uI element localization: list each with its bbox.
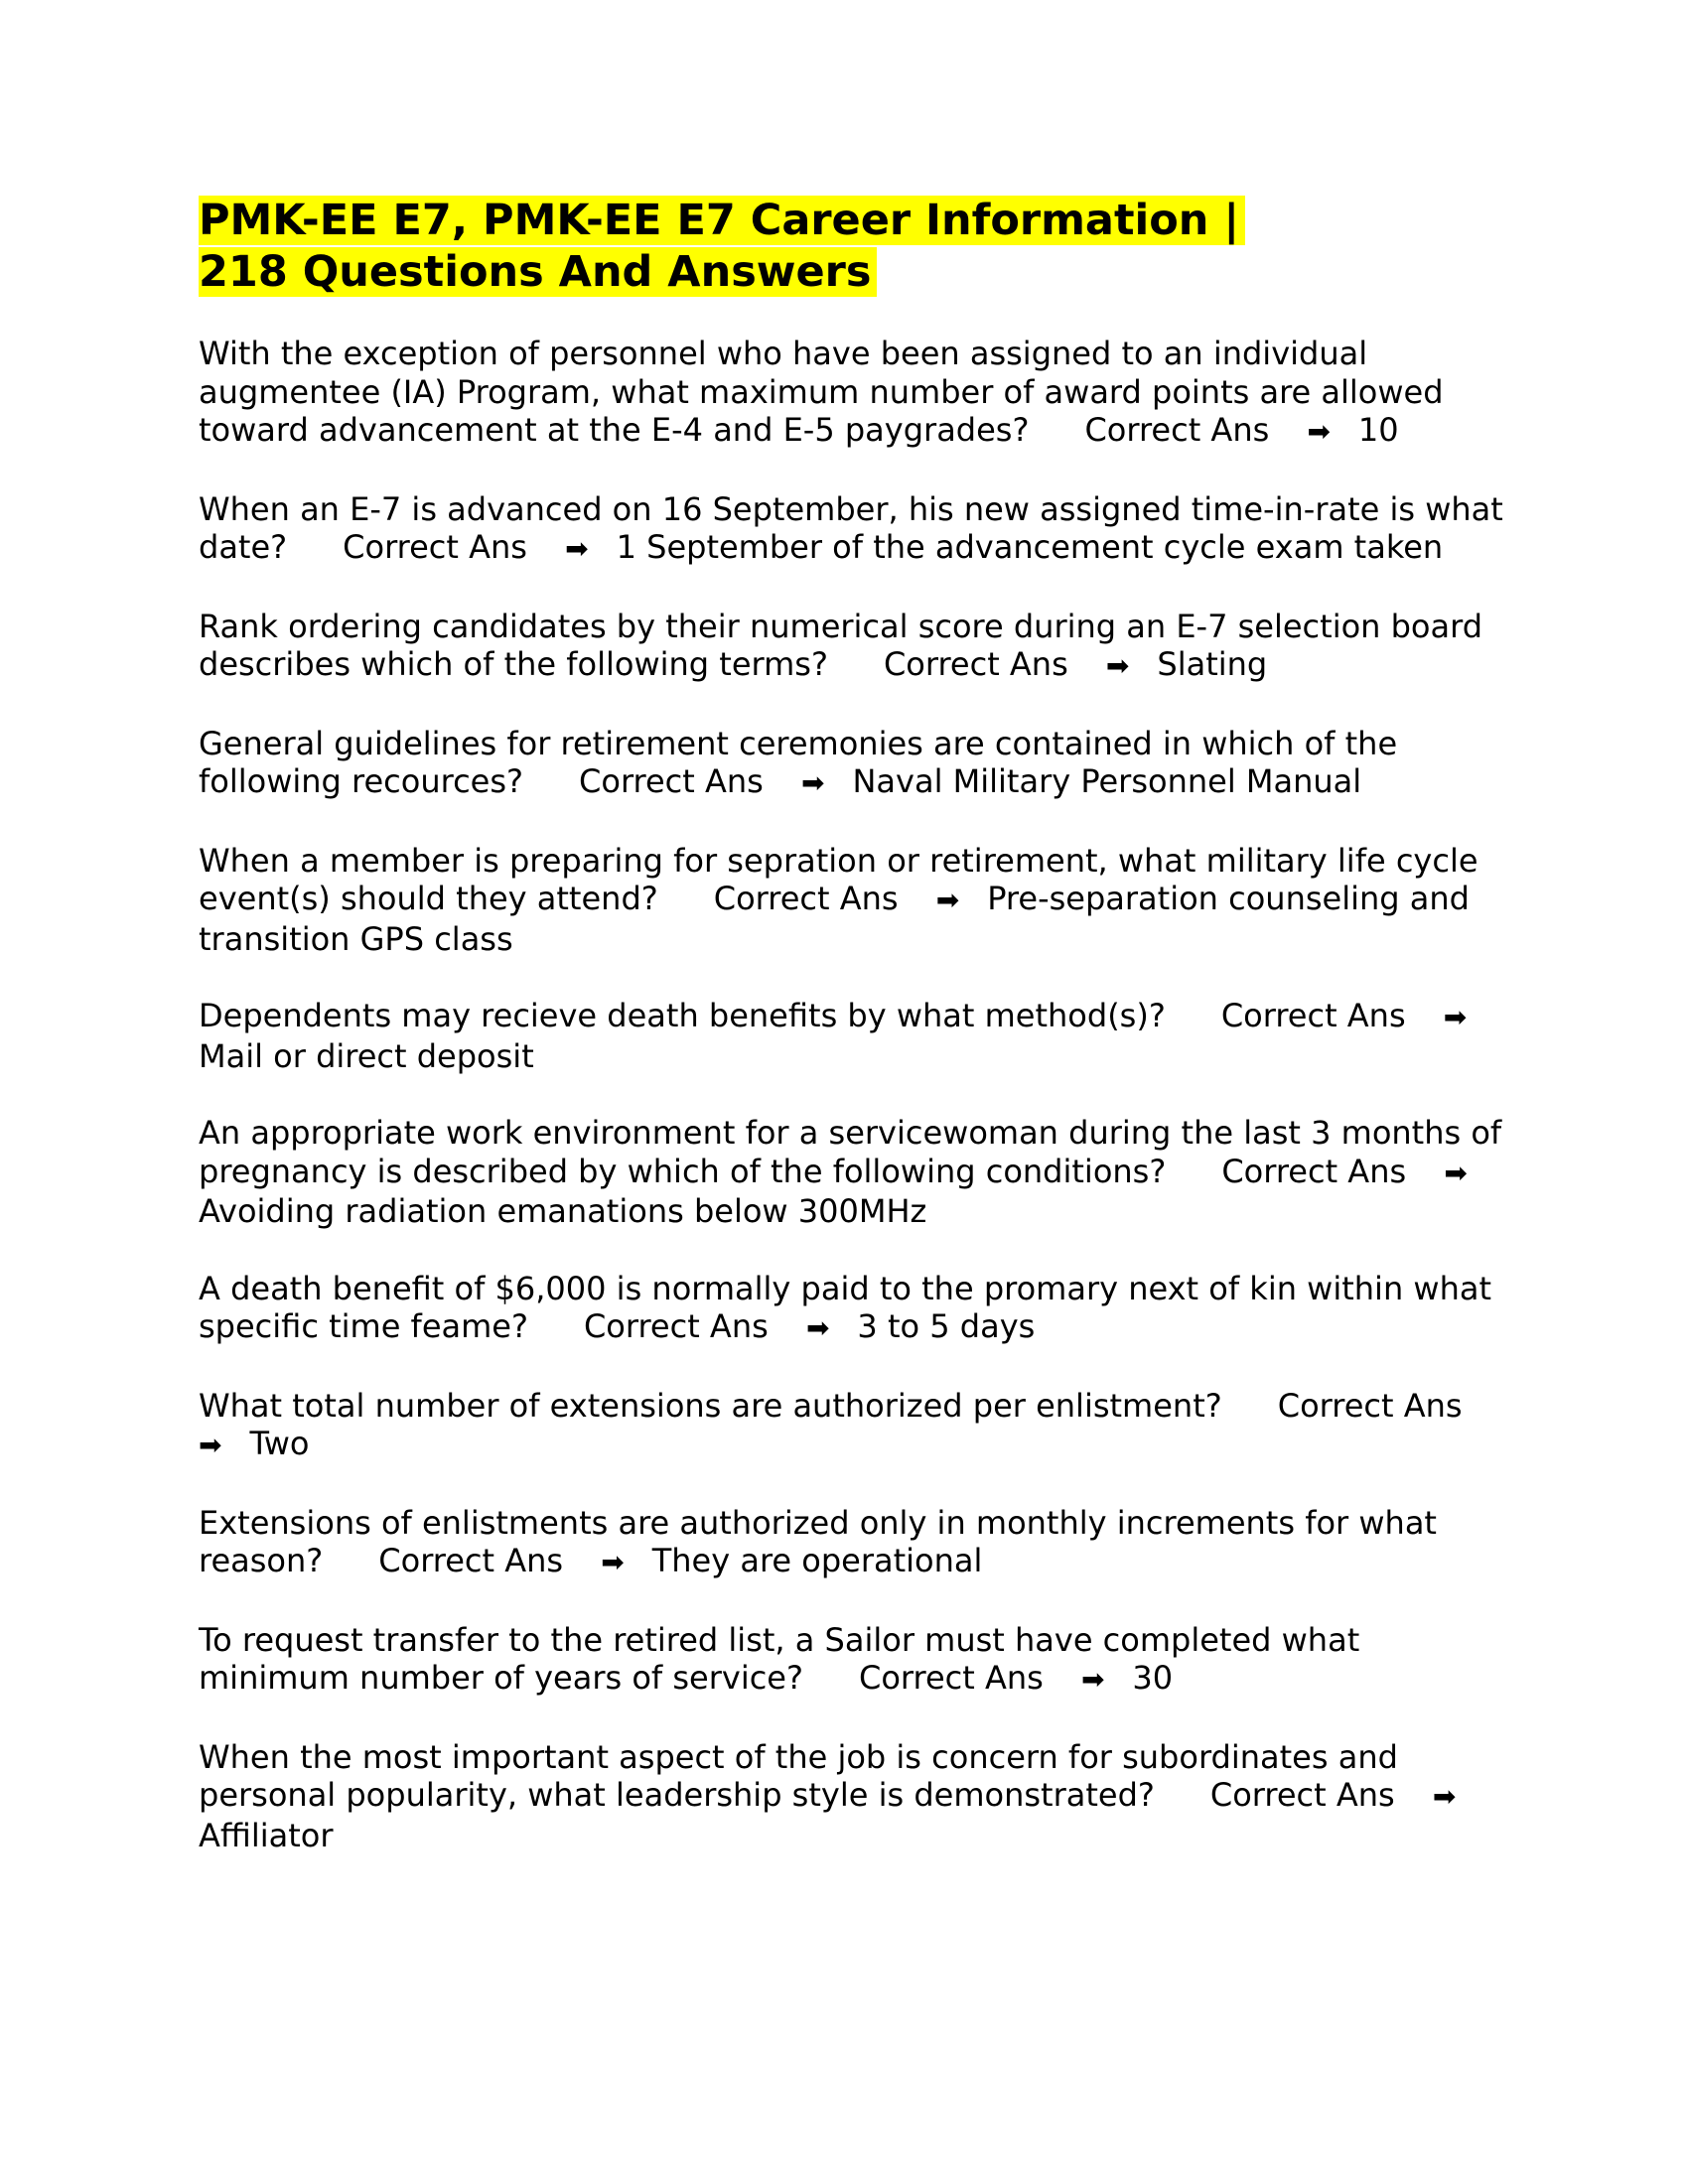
answer-label: Correct Ans bbox=[583, 1307, 769, 1345]
answer-label: Correct Ans bbox=[1084, 411, 1270, 449]
question-text: Extensions of enlistments are authorized only in monthly increments for what reason? bbox=[199, 1503, 1437, 1579]
answer-text: 1 September of the advancement cycle exam taken bbox=[616, 528, 1444, 566]
answer-label: Correct Ans bbox=[713, 880, 899, 917]
answer-text: Mail or direct deposit bbox=[199, 1036, 534, 1075]
arrow-right-icon: ➡ bbox=[565, 532, 589, 565]
qa-item bbox=[199, 842, 1509, 959]
qa-item bbox=[199, 1738, 1509, 1855]
question-text: An appropriate work environment for a servicewoman during the last 3 months of pregnancy is described by which of the following conditions? bbox=[199, 1114, 1502, 1190]
answer-label: Correct Ans bbox=[883, 645, 1068, 683]
qa-item bbox=[199, 335, 1509, 452]
question-text: Dependents may recieve death benefits by what method(s)? bbox=[199, 997, 1166, 1034]
arrow-right-icon: ➡ bbox=[935, 884, 960, 916]
document-title-line-2 bbox=[199, 246, 1509, 298]
answer-text: Slating bbox=[1157, 645, 1268, 683]
answer-label: Correct Ans bbox=[1221, 1152, 1407, 1190]
answer-label: Correct Ans bbox=[579, 762, 764, 800]
arrow-right-icon: ➡ bbox=[1307, 415, 1331, 448]
answer-text: Naval Military Personnel Manual bbox=[852, 762, 1362, 800]
document-page bbox=[199, 195, 1509, 1893]
question-text: General guidelines for retirement ceremonies are contained in which of the following recources? bbox=[199, 724, 1398, 800]
qa-item bbox=[199, 1270, 1509, 1348]
arrow-right-icon: ➡ bbox=[1105, 649, 1130, 682]
question-text: With the exception of personnel who have been assigned to an individual augmentee (IA) Program, what maximum number of award points are allowed toward advancement at the E-4 and E-5 paygrades? bbox=[199, 335, 1444, 449]
qa-list bbox=[199, 335, 1509, 1854]
document-title bbox=[199, 195, 1509, 298]
answer-text: 3 to 5 days bbox=[857, 1307, 1036, 1345]
answer-text: Two bbox=[249, 1425, 310, 1462]
question-text: A death benefit of $6,000 is normally paid to the promary next of kin within what specific time feame? bbox=[199, 1269, 1491, 1345]
arrow-right-icon: ➡ bbox=[1444, 1156, 1468, 1189]
arrow-right-icon: ➡ bbox=[601, 1546, 625, 1578]
answer-text: They are operational bbox=[651, 1542, 983, 1579]
qa-item bbox=[199, 608, 1509, 686]
question-text: When a member is preparing for sepration or retirement, what military life cycle event(s) should they attend? bbox=[199, 841, 1478, 917]
answer-text: 10 bbox=[1357, 411, 1399, 449]
arrow-right-icon: ➡ bbox=[1080, 1663, 1105, 1696]
answer-text: 30 bbox=[1132, 1659, 1174, 1697]
answer-label: Correct Ans bbox=[343, 528, 527, 566]
answer-text: Affiliator bbox=[199, 1816, 334, 1854]
answer-label: Correct Ans bbox=[858, 1659, 1044, 1697]
question-text: To request transfer to the retired list, a Sailor must have completed what minimum number of years of service? bbox=[199, 1620, 1360, 1697]
answer-text: Pre-separation counseling and transition GPS class bbox=[199, 880, 1470, 958]
qa-item bbox=[199, 997, 1509, 1075]
title-highlight-1: PMK-EE E7, PMK-EE E7 Career Information | bbox=[199, 196, 1245, 245]
arrow-right-icon: ➡ bbox=[1432, 1780, 1457, 1813]
qa-item bbox=[199, 1621, 1509, 1700]
answer-label: Correct Ans bbox=[1220, 997, 1406, 1034]
qa-item bbox=[199, 490, 1509, 569]
question-text: What total number of extensions are authorized per enlistment? bbox=[199, 1386, 1222, 1425]
document-title-line-1 bbox=[199, 195, 1509, 246]
question-text: Rank ordering candidates by their numerical score during an E-7 selection board describes which of the following terms? bbox=[199, 607, 1483, 683]
title-highlight-2: 218 Questions And Answers bbox=[199, 247, 877, 297]
answer-label: Correct Ans bbox=[1209, 1776, 1395, 1814]
qa-item bbox=[199, 1504, 1509, 1582]
qa-item bbox=[199, 1387, 1509, 1465]
arrow-right-icon: ➡ bbox=[801, 766, 825, 799]
question-text: When an E-7 is advanced on 16 September, his new assigned time-in-rate is what date? bbox=[199, 489, 1503, 566]
arrow-right-icon: ➡ bbox=[199, 1429, 222, 1461]
qa-item bbox=[199, 1114, 1509, 1231]
qa-item bbox=[199, 725, 1509, 803]
question-text: When the most important aspect of the job is concern for subordinates and personal popularity, what leadership style is demonstrated? bbox=[199, 1737, 1398, 1814]
arrow-right-icon: ➡ bbox=[805, 1311, 830, 1344]
answer-label: Correct Ans bbox=[378, 1542, 564, 1579]
answer-label: Correct Ans bbox=[1277, 1386, 1463, 1425]
arrow-right-icon: ➡ bbox=[1443, 1001, 1468, 1033]
answer-text: Avoiding radiation emanations below 300MHz bbox=[199, 1192, 927, 1230]
